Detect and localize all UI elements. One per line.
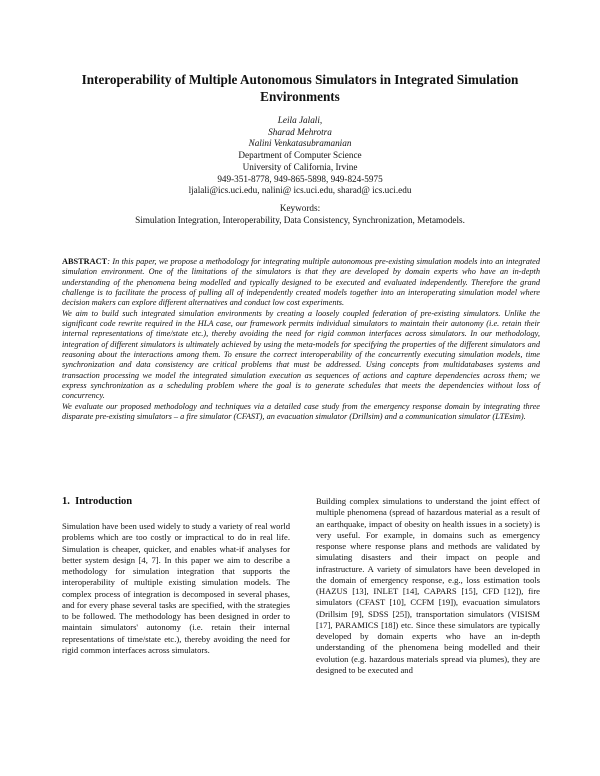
author-phones: 949-351-8778, 949-865-5898, 949-824-5975 <box>217 173 383 184</box>
intro-column-left <box>62 521 290 656</box>
author-block <box>100 115 500 197</box>
abstract <box>62 257 540 423</box>
abstract-paragraph-1: : In this paper, we propose a methodology for integrating multiple autonomous pre-existing simulation models into an integrated simulation environment. One of the limitations of the simulators is that they are developed by domain experts who have an in-depth understanding of the phenomena being modelled and typically designed to be executed and evaluated independently. Therefore the grand challenge is to facilitate the process of pulling all of independently created models together into an interoperating simulation model where decision makers can explore different alternatives and conduct low cost experiments. <box>62 257 540 308</box>
abstract-label: ABSTRACT <box>62 257 108 266</box>
keywords-block <box>60 203 540 226</box>
affiliation-department: Department of Computer Science <box>238 150 362 161</box>
author-name: Sharad Mehrotra <box>268 126 332 137</box>
abstract-paragraph-2: We aim to build such integrated simulation environments by creating a loosely coupled federation of pre-existing simulators. Unlike the significant code rewrite required in the HLA case, our framework permits individual simulators to maintain their autonomy (i.e. retain their internal representations of time/state etc.), thereby avoiding the need for rigid common interfaces across simulators. In our methodology, integration of different simulators is ultimately achieved by using the meta-models for specifying the properties of the different simulators and reasoning about the interactions among them. To ensure the correct interoperability of the concurrently executing simulation models, time synchronization and data consistency are critical problems that must be addressed. Using concepts from multidatabases systems and transaction processing we model the integrated simulation execution as sequences of actions and capture dependencies across them; we express synchronization as a scheduling problem where the goal is to generate schedules that meets the dependencies without loss of concurrency. <box>62 308 540 401</box>
intro-column-right <box>316 496 540 676</box>
intro-paragraph-right: Building complex simulations to understand the joint effect of multiple phenomena (spread of hazardous material as a result of an earthquake, impact of obesity on health issues in a society) is very useful. For example, in domains such as emergency response where response plans and methods are validated by simulating disasters and their impact on people and infrastructure. A variety of simulators have been developed in the domain of emergency response, e.g., loss estimation tools (HAZUS [13], INLET [14], CAPARS [15], CFD [12]), fire simulators (CFAST [10], CCFM [19]), evacuation simulators (Drillsim [9], SDSS [25]), transportation simulators (VISISM [17], PARAMICS [18]) etc. Since these simulators are typically developed by domain experts who have an in-depth understanding of the phenomena being modelled and their evolution (e.g. hazardous materials spread via plumes), they are designed to be executed and <box>316 496 540 675</box>
section-number: 1. <box>62 496 70 507</box>
keywords-text: Simulation Integration, Interoperability, Data Consistency, Synchronization, Metamodels. <box>135 214 465 225</box>
author-emails: ljalali@ics.uci.edu, nalini@ ics.uci.edu, sharad@ ics.uci.edu <box>188 185 412 196</box>
author-name: Leila Jalali, <box>277 115 323 125</box>
paper-title: Interoperability of Multiple Autonomous Simulators in Integrated Simulation Environments <box>81 72 519 104</box>
section-heading <box>62 496 132 507</box>
keywords-label: Keywords: <box>279 203 321 213</box>
intro-paragraph-left: Simulation have been used widely to study a variety of real world problems which are too costly or impractical to do in real life. Simulation is cheaper, quicker, and enables what-if analyses for better system design [4, 7]. In this paper we aim to describe a methodology for simulation integration that supports the interoperability of multiple existing simulation models. The complex process of integration is decomposed in several phases, and for every phase several tasks are specified, with the strategies to be followed. The methodology has been designed in order to maintain simulators' autonomy (i.e. retain their internal representations of time/state etc.), thereby avoiding the need for rigid common interfaces across simulators. <box>62 521 290 655</box>
affiliation-university: University of California, Irvine <box>242 161 358 172</box>
author-name: Nalini Venkatasubramanian <box>248 138 352 149</box>
section-title: Introduction <box>75 496 133 507</box>
abstract-paragraph-3: We evaluate our proposed methodology and techniques via a detailed case study from the emergency response domain by integrating three disparate pre-existing simulators – a fire simulator (CFAST), an evacuation simulator (Drillsim) and a communication simulator (LTEsim). <box>62 401 540 422</box>
